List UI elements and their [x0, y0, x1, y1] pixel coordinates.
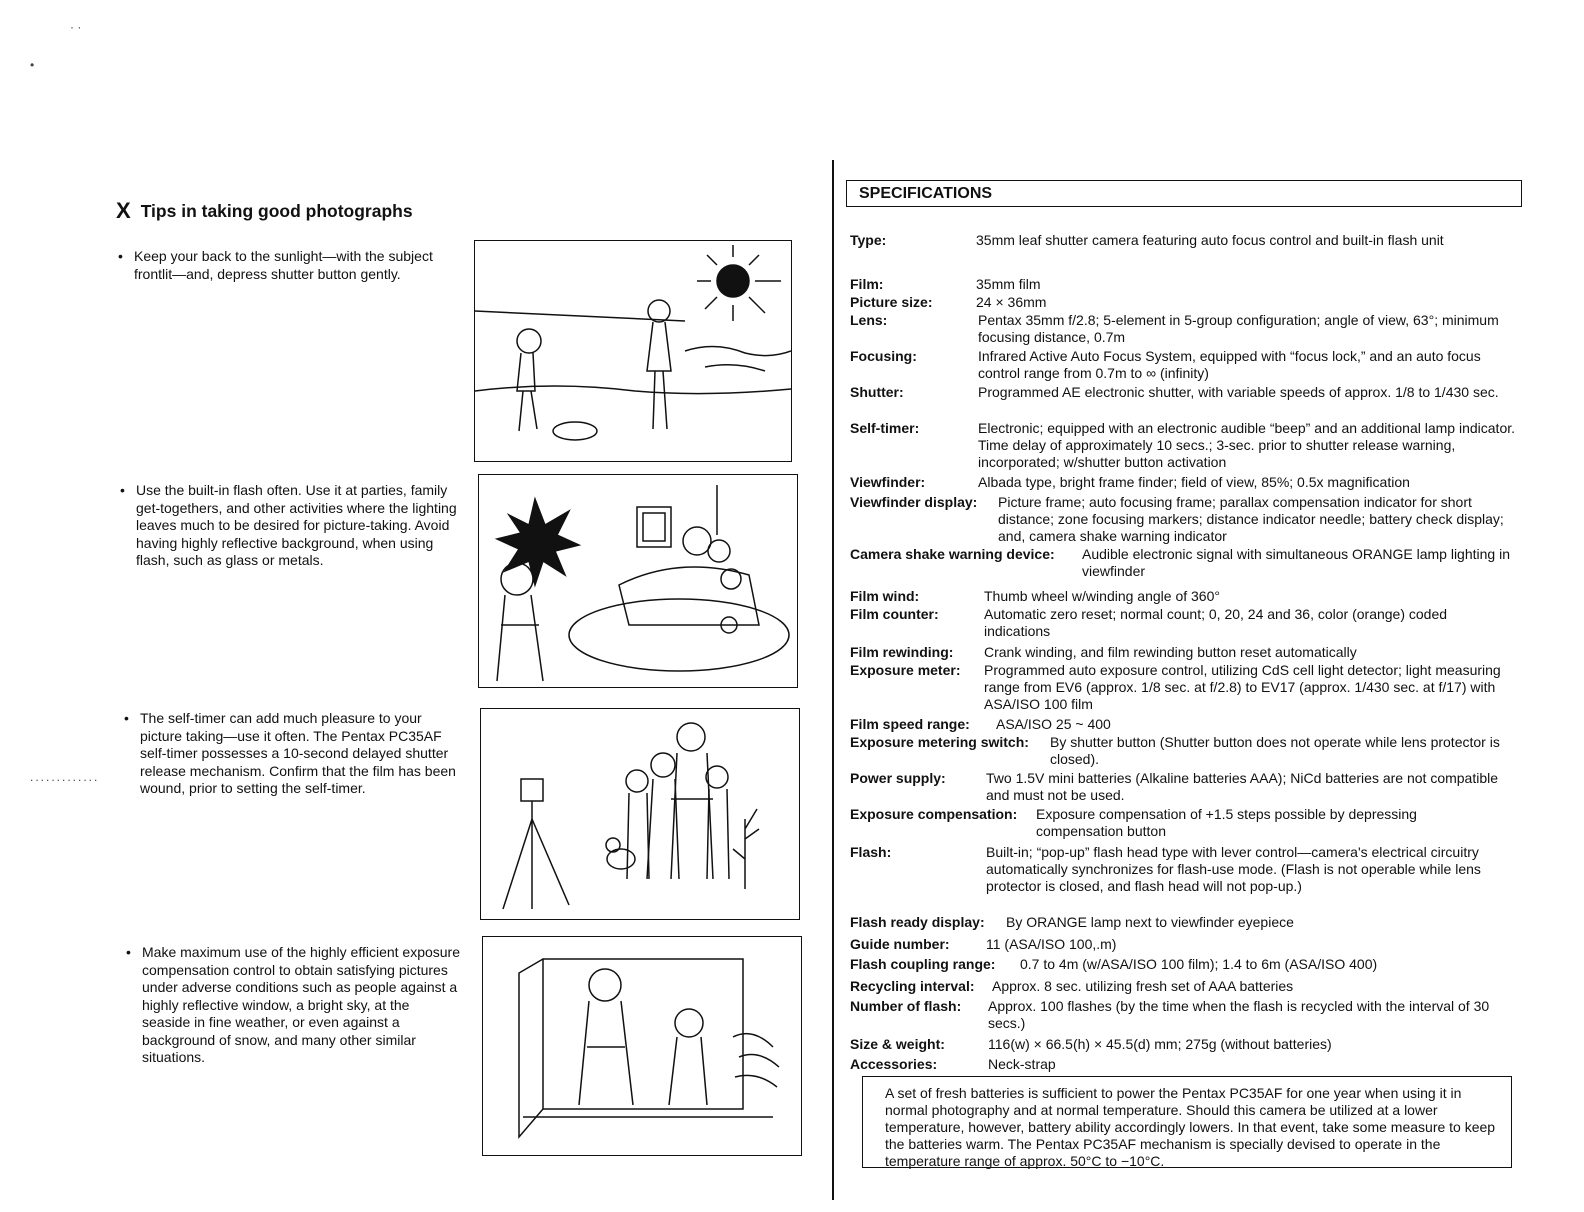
- spec-value: Approx. 100 flashes (by the time when the flash is recycled with the interval of 30 secs.): [988, 998, 1490, 1031]
- x-mark-icon: X: [116, 198, 131, 223]
- spec-label: Exposure compensation:: [850, 806, 1018, 822]
- spec-film-rewinding: [850, 644, 1540, 661]
- spec-recycling-interval: [850, 978, 1540, 995]
- spec-flash-ready: [850, 914, 1540, 931]
- spec-value: 35mm leaf shutter camera featuring auto focus control and built-in flash unit: [976, 232, 1444, 248]
- spec-exposure-meter: [850, 662, 1540, 712]
- spec-value: Crank winding, and film rewinding button reset automatically: [984, 644, 1357, 660]
- spec-film-speed: [850, 716, 1540, 733]
- tips-title: Tips in taking good photographs: [140, 200, 413, 221]
- spec-label: Camera shake warning device:: [850, 546, 1055, 562]
- spec-value: Exposure compensation of +1.5 steps possible by depressing compensation button: [1036, 806, 1417, 839]
- spec-camera-shake: [850, 546, 1540, 580]
- illustration-sunlight-beach: [474, 240, 792, 462]
- spec-value: Two 1.5V mini batteries (Alkaline batteries AAA); NiCd batteries are not compatible and must not be used.: [986, 770, 1499, 803]
- tip-item: [120, 482, 460, 570]
- spec-label: Flash:: [850, 844, 892, 860]
- spec-value: By shutter button (Shutter button does not operate while lens protector is closed).: [1050, 734, 1500, 767]
- spec-value: Approx. 8 sec. utilizing fresh set of AAA batteries: [992, 978, 1294, 994]
- party-drawing: [479, 475, 797, 687]
- spec-value: Automatic zero reset; normal count; 0, 20, 24 and 36, color (orange) coded indications: [984, 606, 1448, 639]
- spec-film: [850, 276, 1540, 293]
- spec-flash-coupling: [850, 956, 1540, 973]
- spec-label: Focusing:: [850, 348, 917, 364]
- spec-label: Exposure meter:: [850, 662, 961, 678]
- spec-label: Film counter:: [850, 606, 939, 622]
- beach-drawing: [475, 241, 791, 461]
- bullet-icon: •: [124, 710, 129, 726]
- tip-item: [118, 248, 448, 283]
- spec-exposure-compensation: [850, 806, 1540, 840]
- spec-label: Size & weight:: [850, 1036, 945, 1052]
- specifications-title: SPECIFICATIONS: [859, 185, 993, 202]
- spec-value: By ORANGE lamp next to viewfinder eyepiece: [1006, 914, 1294, 930]
- spec-label: Power supply:: [850, 770, 946, 786]
- illustration-flash-party: [478, 474, 798, 688]
- spec-label: Number of flash:: [850, 998, 962, 1014]
- spec-label: Accessories:: [850, 1056, 938, 1072]
- page-fold-divider: [832, 160, 834, 1200]
- spec-picture-size: [850, 294, 1540, 311]
- spec-value: ASA/ISO 25 ~ 400: [996, 716, 1111, 732]
- spec-label: Picture size:: [850, 294, 933, 310]
- spec-label: Viewfinder:: [850, 474, 926, 490]
- spec-label: Recycling interval:: [850, 978, 975, 994]
- spec-shutter: [850, 384, 1540, 401]
- scan-mark: .............: [30, 770, 100, 784]
- tip-text: Make maximum use of the highly efficient exposure compensation control to obtain satisfying pictures under adverse conditions such as people against a highly reflective window, a bright sky, at the seaside in fine weather, or even against a background of snow, and many other similar situations.: [142, 944, 461, 1065]
- spec-label: Flash coupling range:: [850, 956, 996, 972]
- spec-value: Neck-strap: [988, 1056, 1056, 1072]
- scan-mark: •: [30, 58, 35, 72]
- bullet-icon: •: [118, 248, 123, 264]
- tip-text: Keep your back to the sunlight—with the subject frontlit—and, depress shutter button gently.: [134, 248, 433, 282]
- bullet-icon: •: [120, 482, 125, 498]
- spec-value: Programmed AE electronic shutter, with variable speeds of approx. 1/8 to 1/430 sec.: [978, 384, 1499, 400]
- tip-item: [124, 710, 458, 798]
- spec-accessories: [850, 1056, 1540, 1073]
- window-drawing: [483, 937, 801, 1155]
- tip-text: The self-timer can add much pleasure to your picture taking—use it often. The Pentax PC35AF self-timer possesses a 10-second delayed shutter release mechanism. Confirm that the film has been wound, prior to setting the self-timer.: [140, 710, 456, 796]
- spec-label: Film rewinding:: [850, 644, 954, 660]
- spec-value: Audible electronic signal with simultaneous ORANGE lamp lighting in viewfinder: [1082, 546, 1510, 579]
- spec-value: Picture frame; auto focusing frame; parallax compensation indicator for short distance; zone focusing markers; distance indicator needle; battery check display; and, camera shake warning indicator: [998, 494, 1504, 544]
- spec-viewfinder-display: [850, 494, 1540, 544]
- spec-value: Electronic; equipped with an electronic audible “beep” and an additional lamp indicator. Time delay of approximately 10 secs.; 3-sec. prior to shutter release warning, incorporated; w/shutter button activation: [978, 420, 1516, 470]
- spec-exposure-metering-switch: [850, 734, 1540, 768]
- spec-value: 116(w) × 66.5(h) × 45.5(d) mm; 275g (without batteries): [988, 1036, 1332, 1052]
- spec-value: Albada type, bright frame finder; field of view, 85%; 0.5x magnification: [978, 474, 1410, 490]
- spec-value: 0.7 to 4m (w/ASA/ISO 100 film); 1.4 to 6m (ASA/ISO 400): [1020, 956, 1378, 972]
- spec-label: Self-timer:: [850, 420, 920, 436]
- spec-film-counter: [850, 606, 1540, 640]
- illustration-self-timer: [480, 708, 800, 920]
- spec-value: Pentax 35mm f/2.8; 5-element in 5-group configuration; angle of view, 63°; minimum focusing distance, 0.7m: [978, 312, 1499, 345]
- spec-lens: [850, 312, 1540, 346]
- spec-label: Film wind:: [850, 588, 920, 604]
- spec-label: Type:: [850, 232, 887, 248]
- scan-mark: · ·: [70, 20, 82, 34]
- spec-value: Built-in; “pop-up” flash head type with lever control—camera's electrical circuitry automatically synchronizes for flash-use mode. (Flash is not operable while lens protector is closed, and flash head will not pop-up.): [986, 844, 1481, 894]
- spec-viewfinder: [850, 474, 1540, 491]
- spec-label: Guide number:: [850, 936, 950, 952]
- spec-value: 24 × 36mm: [976, 294, 1047, 310]
- spec-value: Infrared Active Auto Focus System, equipped with “focus lock,” and an auto focus control range from 0.7m to ∞ (infinity): [978, 348, 1481, 381]
- battery-note-text: A set of fresh batteries is sufficient to power the Pentax PC35AF for one year when using it in normal photography and at normal temperature. Should this camera be utilized at a lower temperature, however, battery ability accordingly lowers. In that event, take some measure to keep the batteries warm. The Pentax PC35AF mechanism is specially devised to operate in the temperature range of approx. 50°C to −10°C.: [885, 1085, 1496, 1169]
- spec-label: Film speed range:: [850, 716, 970, 732]
- spec-value: 11 (ASA/ISO 100,.m): [986, 936, 1117, 952]
- family-tripod-drawing: [481, 709, 799, 919]
- spec-label: Flash ready display:: [850, 914, 985, 930]
- spec-size-weight: [850, 1036, 1540, 1053]
- spec-focusing: [850, 348, 1540, 382]
- spec-label: Film:: [850, 276, 884, 292]
- spec-label: Exposure metering switch:: [850, 734, 1029, 750]
- spec-power-supply: [850, 770, 1540, 804]
- tip-item: [126, 944, 460, 1067]
- specifications-header: [846, 180, 1522, 207]
- spec-value: Programmed auto exposure control, utilizing CdS cell light detector; light measuring range from EV6 (approx. 1/8 sec. at f/2.8) to EV17 (approx. 1/430 sec. at f/17) with ASA/ISO 100 film: [984, 662, 1501, 712]
- spec-number-of-flash: [850, 998, 1540, 1032]
- spec-label: Shutter:: [850, 384, 904, 400]
- spec-value: 35mm film: [976, 276, 1041, 292]
- spec-value: Thumb wheel w/winding angle of 360°: [984, 588, 1220, 604]
- spec-flash: [850, 844, 1540, 894]
- spec-guide-number: [850, 936, 1540, 953]
- spec-label: Lens:: [850, 312, 888, 328]
- tip-text: Use the built-in flash often. Use it at parties, family get-togethers, and other activities where the lighting leaves much to be desired for picture-taking. Avoid having highly reflective background, when using flash, such as glass or metals.: [136, 482, 457, 568]
- battery-note-box: [862, 1076, 1512, 1168]
- spec-label: Viewfinder display:: [850, 494, 978, 510]
- spec-type: [850, 232, 1540, 249]
- spec-self-timer: [850, 420, 1540, 470]
- illustration-window-backlight: [482, 936, 802, 1156]
- tips-heading: [116, 198, 413, 224]
- spec-film-wind: [850, 588, 1540, 605]
- bullet-icon: •: [126, 944, 131, 960]
